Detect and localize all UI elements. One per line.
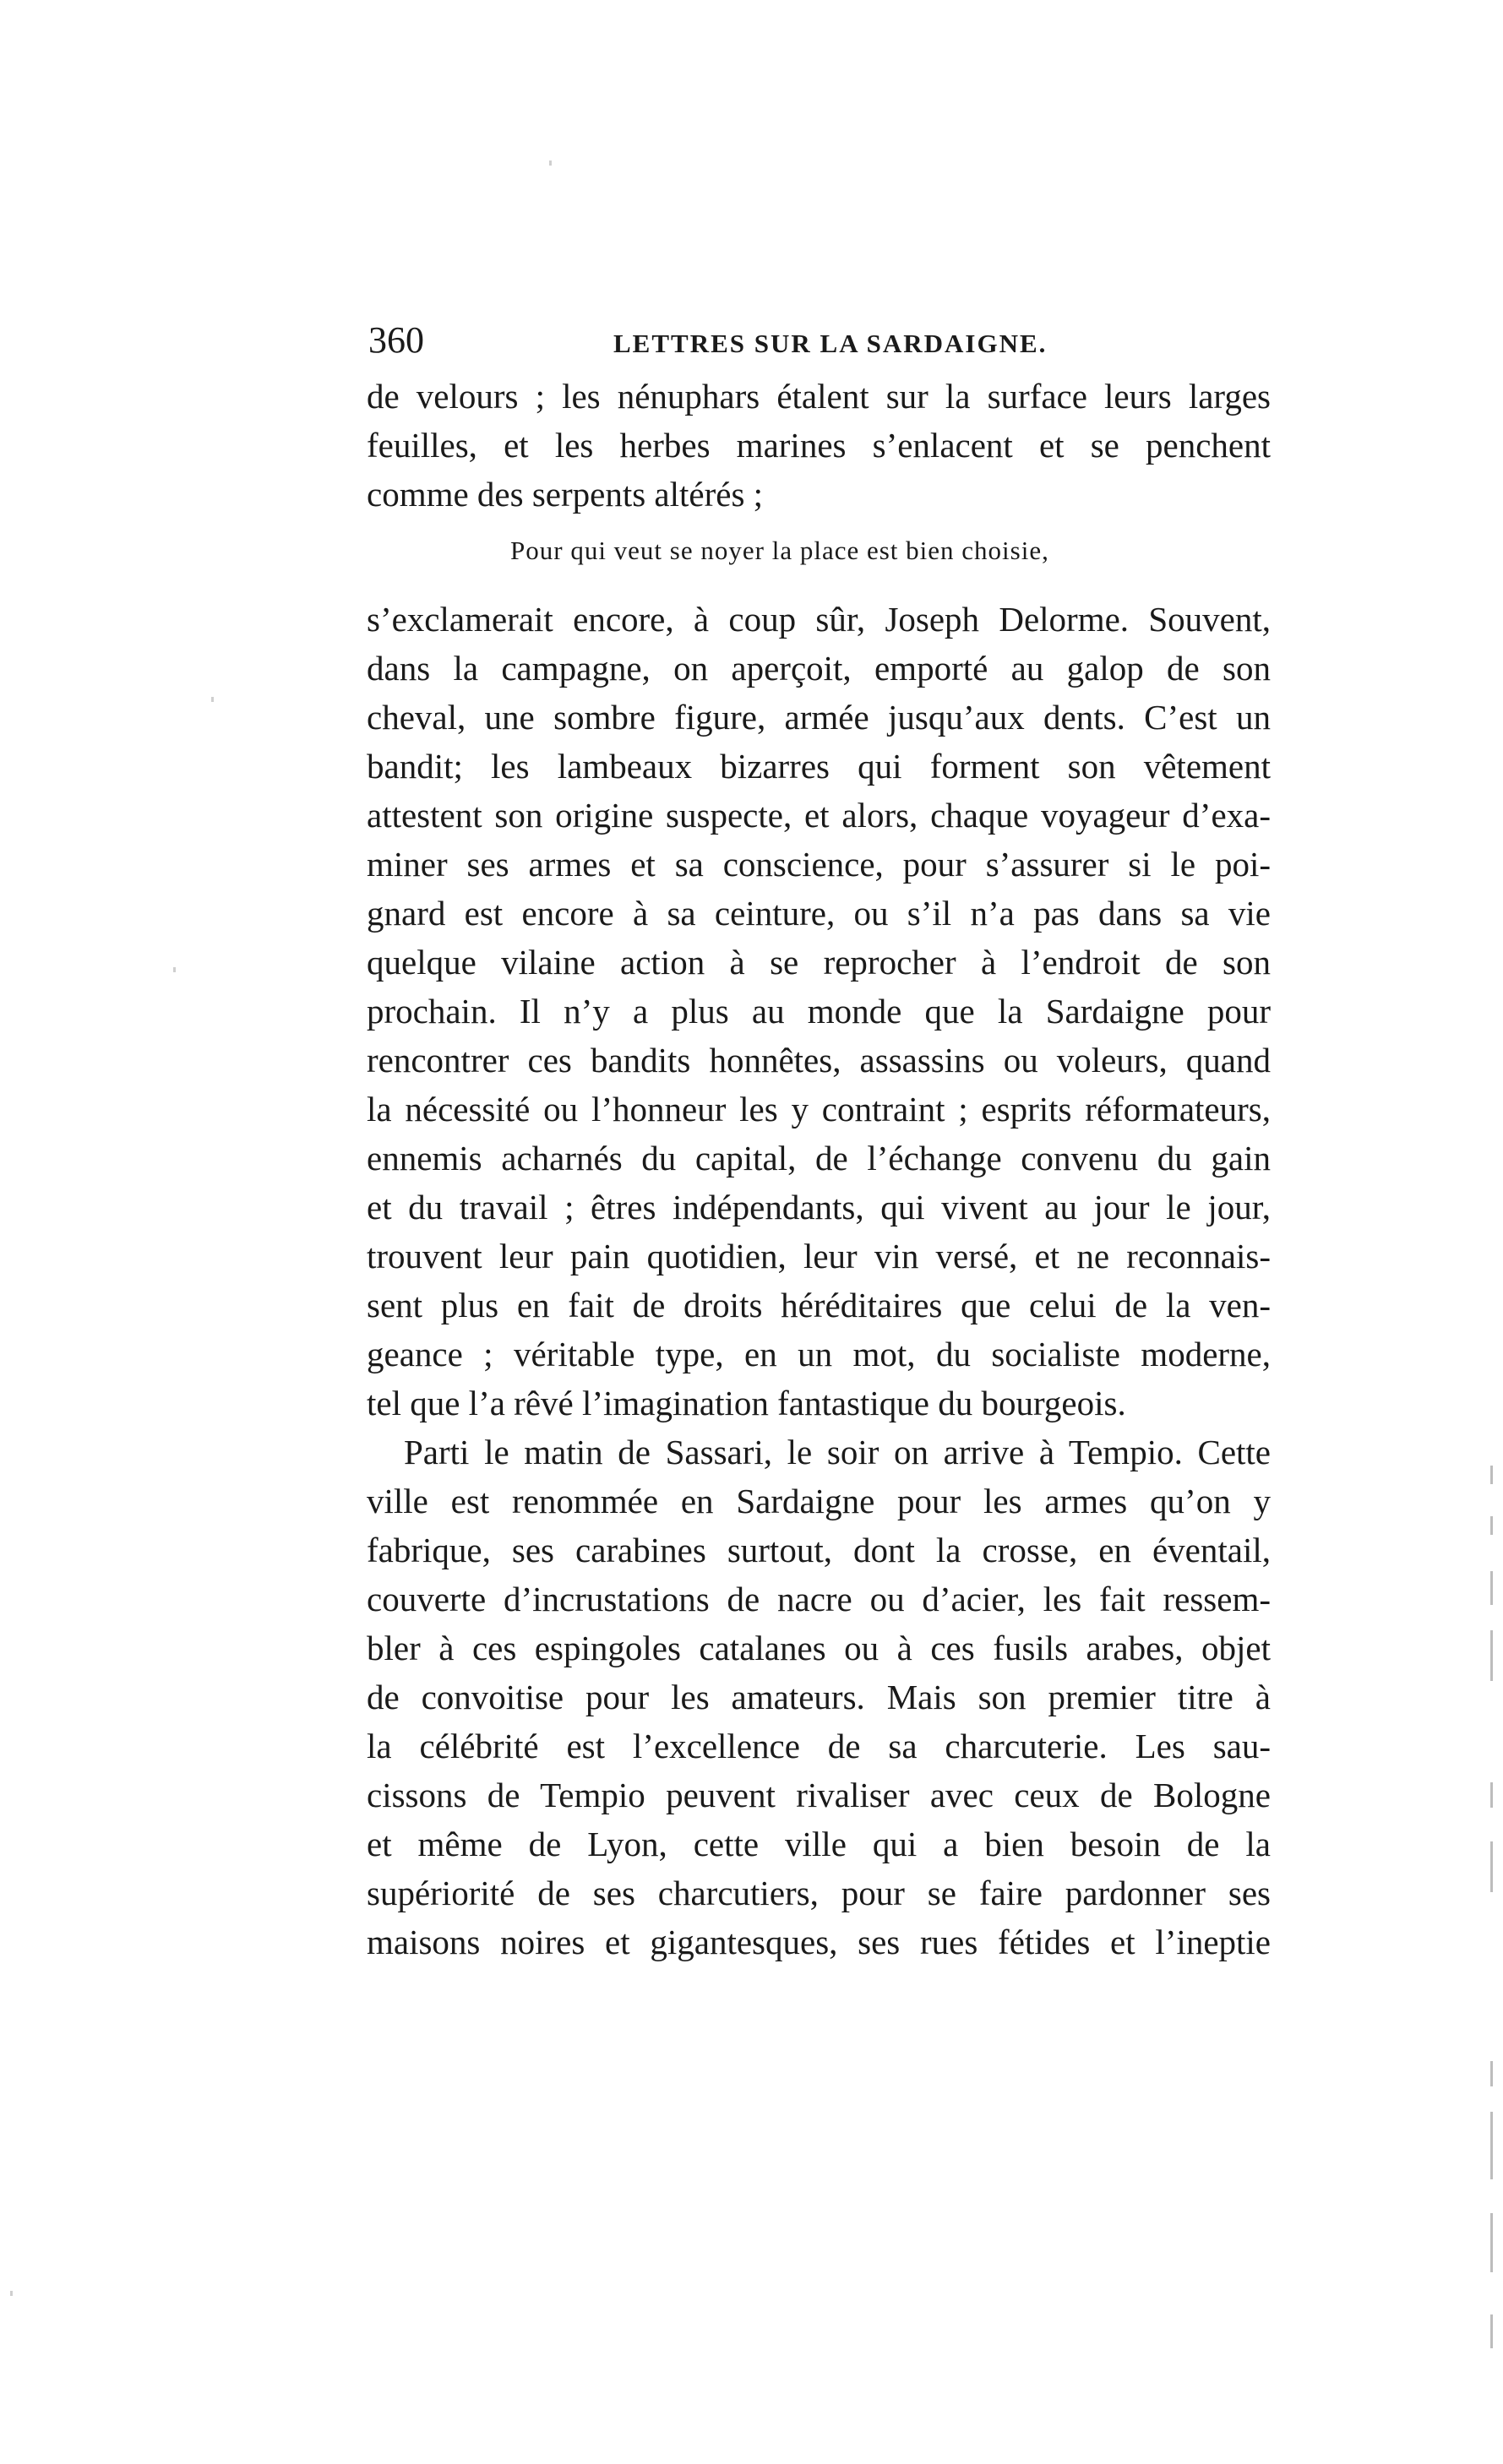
text-line: quelque vilaine action à se reprocher à l’endroit de son: [367, 943, 1271, 982]
text-line: couverte d’incrustations de nacre ou d’acier, les fait ressem-: [367, 1580, 1271, 1618]
text-line: bandit; les lambeaux bizarres qui forment son vêtement: [367, 747, 1271, 786]
text-line: supériorité de ses charcutiers, pour se faire pardonner ses: [367, 1874, 1271, 1912]
running-head: [368, 319, 1272, 362]
text-line: gnard est encore à sa ceinture, ou s’il n’a pas dans sa vie: [367, 894, 1271, 933]
text-line: s’exclamerait encore, à coup sûr, Joseph Delorme. Souvent,: [367, 600, 1271, 639]
text-line: cissons de Tempio peuvent rivaliser avec ceux de Bologne: [367, 1776, 1271, 1814]
scan-edge-mark: [1490, 2314, 1493, 2348]
text-line: dans la campagne, on aperçoit, emporté au galop de son: [367, 649, 1271, 688]
text-line: de convoitise pour les amateurs. Mais son premier titre à: [367, 1678, 1271, 1716]
text-line: fabrique, ses carabines surtout, dont la crosse, en éventail,: [367, 1531, 1271, 1569]
scan-edge-mark: [1490, 2213, 1493, 2272]
text-line: trouvent leur pain quotidien, leur vin versé, et ne reconnais-: [367, 1237, 1271, 1276]
scan-edge-mark: [1490, 2061, 1493, 2086]
text-line: maisons noires et gigantesques, ses rues fétides et l’ineptie: [367, 1923, 1271, 1961]
text-line: cheval, une sombre figure, armée jusqu’aux dents. C’est un: [367, 698, 1271, 737]
verse-quotation: Pour qui veut se noyer la place est bien choisie,: [510, 536, 1049, 565]
scan-edge-mark: [1490, 1841, 1493, 1892]
scan-edge-mark: [1490, 1630, 1493, 1681]
scan-edge-mark: [1490, 1466, 1493, 1484]
text-line: rencontrer ces bandits honnêtes, assassins ou voleurs, quand: [367, 1041, 1271, 1080]
scan-speck: [211, 697, 214, 702]
text-line: prochain. Il n’y a plus au monde que la Sardaigne pour: [367, 992, 1271, 1031]
text-line: et même de Lyon, cette ville qui a bien besoin de la: [367, 1825, 1271, 1863]
text-line: comme des serpents altérés ;: [367, 475, 764, 514]
running-title: LETTRES SUR LA SARDAIGNE.: [613, 329, 1048, 358]
body-text: [367, 372, 1271, 1966]
text-line: miner ses armes et sa conscience, pour s’assurer si le poi-: [367, 845, 1271, 884]
text-line: la célébrité est l’excellence de sa charcuterie. Les sau-: [367, 1727, 1271, 1765]
text-line: feuilles, et les herbes marines s’enlacent et se penchent: [367, 426, 1271, 465]
scan-speck: [10, 2291, 13, 2296]
text-line: sent plus en fait de droits héréditaires que celui de la ven-: [367, 1286, 1271, 1324]
text-line: de velours ; les nénuphars étalent sur la surface leurs larges: [367, 377, 1271, 416]
text-line: geance ; véritable type, en un mot, du socialiste moderne,: [367, 1335, 1271, 1373]
page-number: 360: [368, 319, 424, 361]
scan-edge-mark: [1490, 2112, 1493, 2179]
text-line: attestent son origine suspecte, et alors, chaque voyageur d’exa-: [367, 796, 1271, 835]
text-line: et du travail ; êtres indépendants, qui vivent au jour le jour,: [367, 1188, 1271, 1227]
text-line: ville est renommée en Sardaigne pour les armes qu’on y: [367, 1482, 1271, 1520]
text-line: ennemis acharnés du capital, de l’échange convenu du gain: [367, 1139, 1271, 1178]
text-line: tel que l’a rêvé l’imagination fantastique du bourgeois.: [367, 1384, 1126, 1422]
scan-speck: [549, 160, 552, 166]
text-line: la nécessité ou l’honneur les y contraint ; esprits réformateurs,: [367, 1090, 1271, 1129]
scan-edge-mark: [1490, 1782, 1493, 1808]
scan-edge-mark: [1490, 1516, 1493, 1535]
text-line: bler à ces espingoles catalanes ou à ces fusils arabes, objet: [367, 1629, 1271, 1667]
text-line: Parti le matin de Sassari, le soir on arrive à Tempio. Cette: [404, 1433, 1271, 1471]
scan-edge-mark: [1490, 1571, 1493, 1605]
scan-speck: [173, 967, 176, 972]
